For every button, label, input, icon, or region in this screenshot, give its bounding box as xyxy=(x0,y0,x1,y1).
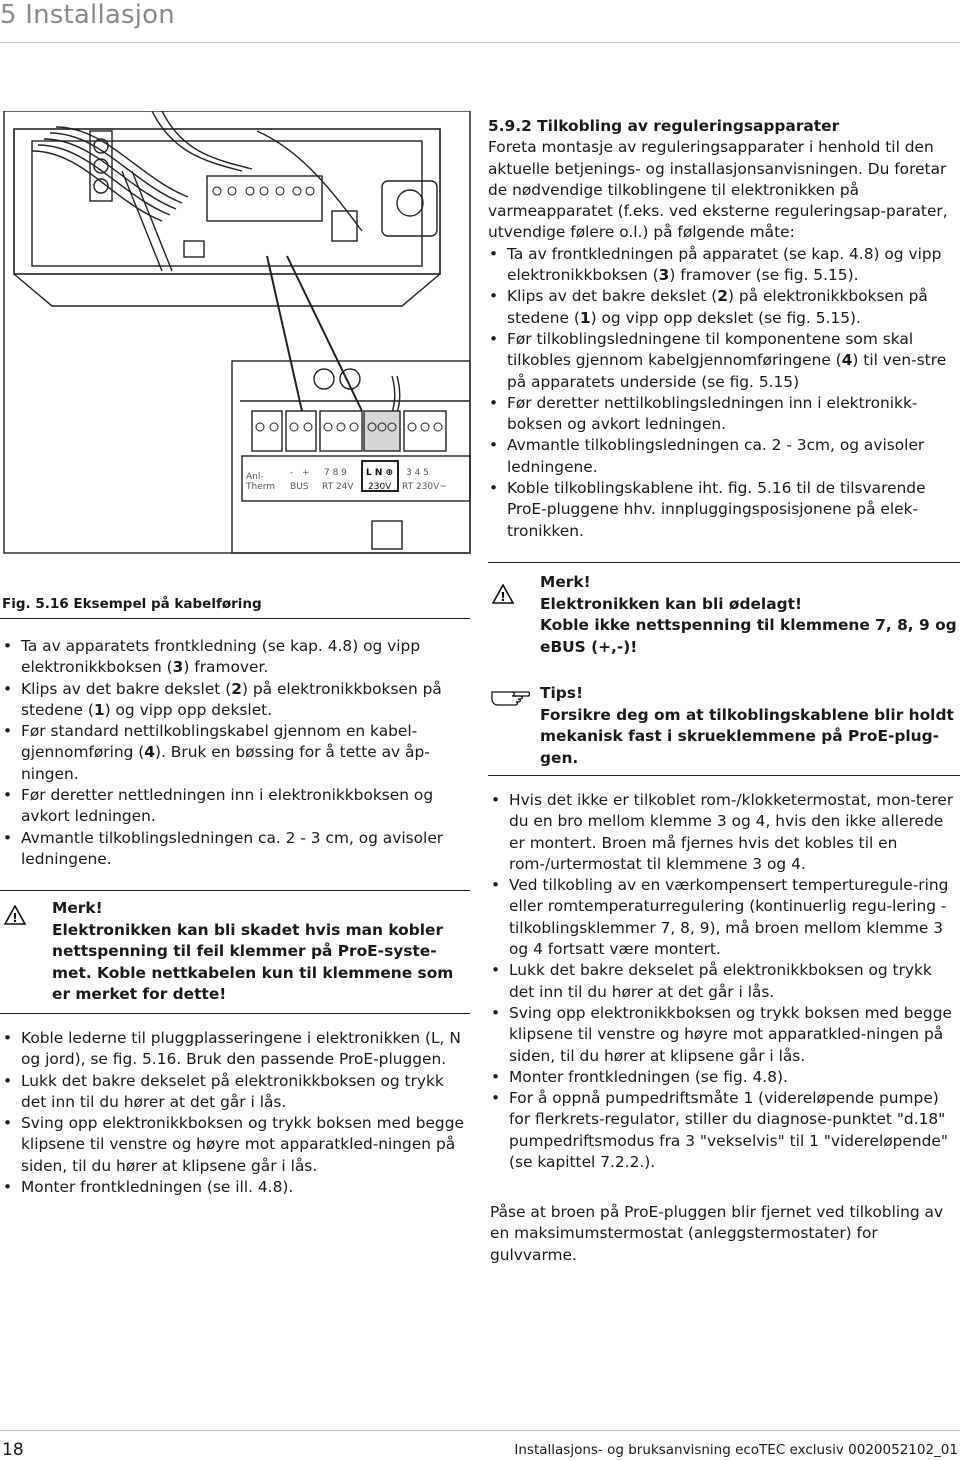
left-steps-a xyxy=(2,636,472,870)
note-line: Elektronikken kan bli ødelagt! xyxy=(540,594,802,613)
pointing-hand-icon xyxy=(490,686,530,710)
label-minus: - xyxy=(290,468,294,478)
list-item: • Ta av frontkledningen på apparatet (se kap. 4.8) og vipp elektronikkboksen (3) framover (se fig. 5.15). xyxy=(489,244,942,285)
label-therm: Therm xyxy=(246,482,276,492)
note-divider xyxy=(0,890,470,891)
svg-text:!: ! xyxy=(500,590,506,604)
figure-caption: Fig. 5.16 Eksempel på kabelføring xyxy=(2,596,262,612)
footer-text: Installasjons- og bruksanvisning ecoTEC exclusiv 0020052102_01 xyxy=(514,1442,958,1458)
section-heading: 5.9.2 Tilkobling av reguleringsapparater xyxy=(488,117,840,135)
note-divider xyxy=(488,562,960,563)
label-anti: Anl- xyxy=(246,472,264,482)
note-divider xyxy=(0,1013,470,1014)
list-item: • Før tilkoblingsledningene til komponentene som skal tilkobles gjennom kabelgjennomføringene (4) til ven-stre på apparatets underside (se fig. 5.15) xyxy=(489,329,947,391)
list-item: • Før deretter nettledningen inn i elektronikkboksen og avkort ledningen. xyxy=(3,786,434,826)
list-item: • Klips av det bakre dekslet (2) på elektronikkboksen på stedene (1) og vipp opp dekslet. xyxy=(3,679,442,719)
list-item: • Avmantle tilkoblingsledningen ca. 2 - 3 cm, og avisoler ledningene. xyxy=(3,828,444,868)
label-bus: BUS xyxy=(290,482,309,492)
svg-text:!: ! xyxy=(12,911,18,925)
list-item: • Sving opp elektronikkboksen og trykk boksen med begge klipsene til venstre og høyre mot apparatkled-ningen på siden, til du hører at klipsene går i lås. xyxy=(3,1114,464,1175)
note-divider xyxy=(488,775,960,776)
list-item: • Lukk det bakre dekselet på elektronikkboksen og trykk det inn til du hører at det går i lås. xyxy=(3,1071,444,1111)
note-title: Merk! xyxy=(52,899,103,917)
label-345: 3 4 5 xyxy=(406,468,429,478)
note-line: Koble ikke nettspenning til klemmene 7, 8, 9 og eBUS (+,-)! xyxy=(540,616,957,656)
list-item: • Klips av det bakre dekslet (2) på elektronikkboksen på stedene (1) og vipp opp dekslet (se fig. 5.15). xyxy=(489,287,928,327)
list-item: • Ta av apparatets frontkledning (se kap. 4.8) og vipp elektronikkboksen (3) framover. xyxy=(3,637,421,677)
left-steps-b xyxy=(2,1028,472,1198)
tip-body: Forsikre deg om at tilkoblingskablene blir holdt mekanisk fast i skrueklemmene på ProE-plug-gen. xyxy=(540,705,954,767)
section-intro: Foreta montasje av reguleringsapparater i henhold til den aktuelle betjenings- og installasjonsanvisningen. Du foretar de nødvendige tilkoblingene til elektronikken på varmeapparatet (f.eks. ved eksterne reguleringsap-parater, utvendige følere o.l.) på følgende måte: xyxy=(488,138,948,242)
tip-box xyxy=(540,683,958,769)
right-note xyxy=(540,572,958,658)
chapter-title: 5 Installasjon xyxy=(0,0,175,30)
closing-paragraph: Påse at broen på ProE-pluggen blir fjernet ved tilkobling av en maksimumstermostat (anleggstermostater) for gulvvarme. xyxy=(490,1203,944,1264)
list-item: • Ved tilkobling av en værkompensert temperturegule-ring eller romtemperaturregulering (kontinuerlig regu-lering - tilkoblingsklemmer 7, 8, 9), må broen mellom klemme 3 og 4 fortsatt være montert. xyxy=(491,876,949,959)
list-item: • Avmantle tilkoblingsledningen ca. 2 - 3cm, og avisoler ledningene. xyxy=(489,436,925,476)
wiring-figure xyxy=(2,111,472,554)
warning-icon xyxy=(4,905,26,929)
right-steps-b xyxy=(490,790,960,1173)
list-item: • Monter frontkledningen (se ill. 4.8). xyxy=(3,1178,294,1197)
footer-divider xyxy=(0,1430,960,1431)
label-230v: 230V xyxy=(368,482,392,492)
tip-title: Tips! xyxy=(540,684,583,702)
wiring-illustration xyxy=(2,111,472,554)
page-number: 18 xyxy=(2,1440,24,1460)
header-divider xyxy=(0,42,960,43)
list-item: • Koble tilkoblingskablene iht. fig. 5.16 til de tilsvarende ProE-pluggene hhv. innpluggingsposisjonene på elek-tronikken. xyxy=(489,479,926,540)
label-plus: + xyxy=(302,468,310,478)
left-note xyxy=(52,898,462,1006)
list-item: • For å oppnå pumpedriftsmåte 1 (videreløpende pumpe) for flerkrets-regulator, stiller du diagnose-punktet "d.18" pumpedriftsmodus fra 3 "vekselvis" til 1 "videreløpende" (se kapittel 7.2.2.). xyxy=(491,1089,948,1172)
caption-divider xyxy=(0,618,470,619)
label-rt24: RT 24V xyxy=(322,482,354,492)
label-ln: L N ⊕ xyxy=(366,468,394,478)
list-item: • Koble lederne til pluggplasseringene i elektronikken (L, N og jord), se fig. 5.16. Bruk den passende ProE-pluggen. xyxy=(3,1029,461,1069)
note-title: Merk! xyxy=(540,573,591,591)
list-item: • Sving opp elektronikkboksen og trykk boksen med begge klipsene til venstre og høyre mot apparatkled-ningen på siden, til du hører at klipsene går i lås. xyxy=(491,1003,952,1065)
note-body: Elektronikken kan bli skadet hvis man kobler nettspenning til feil klemmer på ProE-syste-met. Koble nettkabelen kun til klemmene som er merket for dette! xyxy=(52,920,454,1004)
list-item: • Hvis det ikke er tilkoblet rom-/klokketermostat, mon-terer du en bro mellom klemme 3 og 4, hvis den ikke allerede er montert. Broen må fjernes hvis det kobles til en rom-/urtermostat til klemmene 3 og 4. xyxy=(491,791,954,873)
list-item: • Lukk det bakre dekselet på elektronikkboksen og trykk det inn til du hører at det går i lås. xyxy=(491,961,932,1001)
right-section xyxy=(488,116,958,542)
list-item: • Monter frontkledningen (se fig. 4.8). xyxy=(491,1067,788,1086)
list-item: • Før deretter nettilkoblingsledningen inn i elektronikk-boksen og avkort ledningen. xyxy=(489,393,918,434)
warning-icon xyxy=(492,584,514,608)
label-rt230: RT 230V~ xyxy=(402,482,447,492)
label-789: 7 8 9 xyxy=(324,468,347,478)
list-item: • Før standard nettilkoblingskabel gjennom en kabel-gjennomføring (4). Bruk en bøssing for å tette av åp-ningen. xyxy=(3,722,430,783)
